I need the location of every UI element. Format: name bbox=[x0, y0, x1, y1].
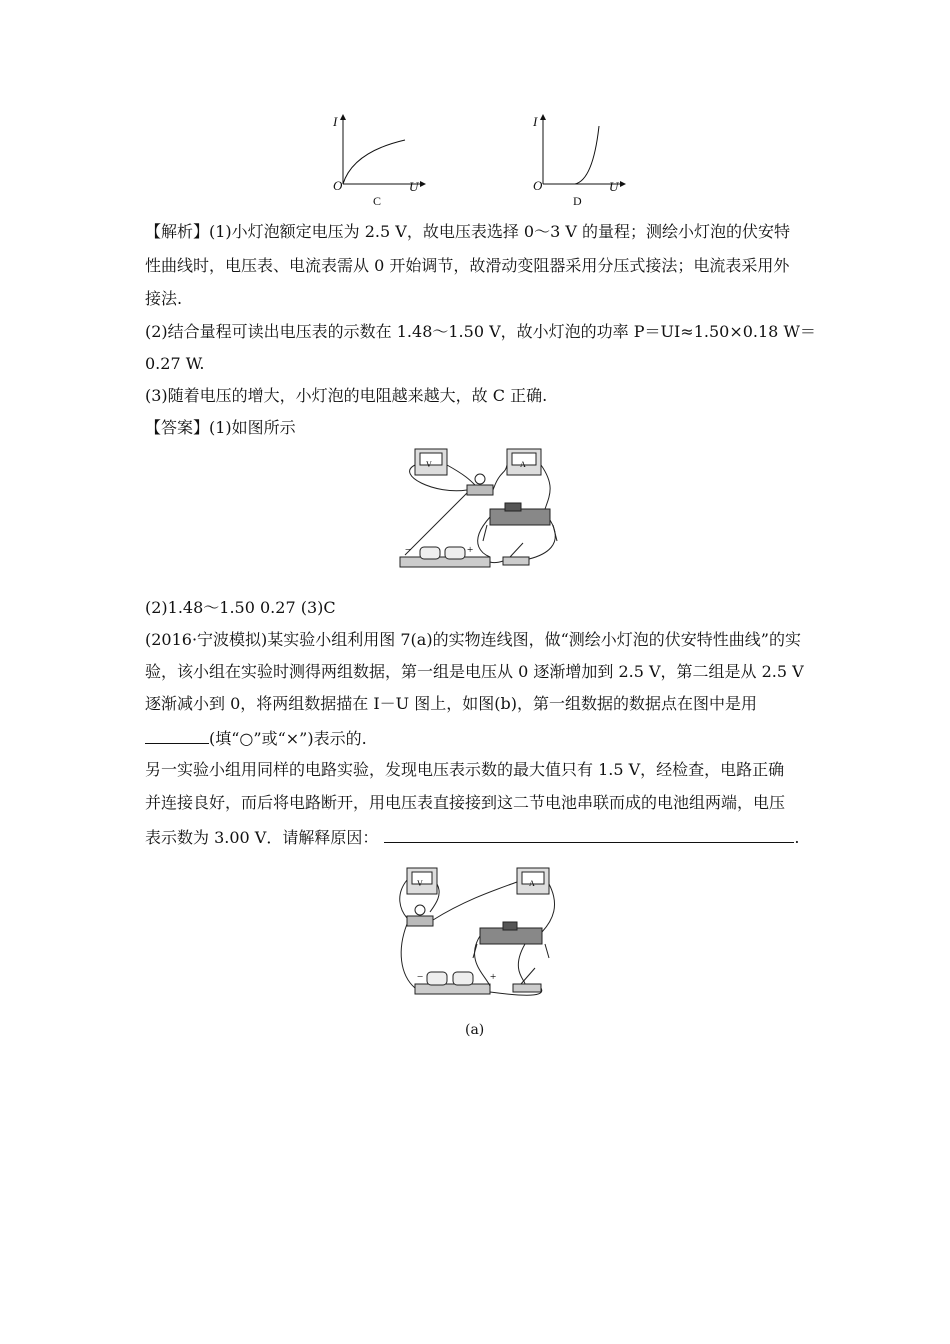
question-line-7 bbox=[145, 826, 799, 848]
circuit1-ammeter-label: A bbox=[520, 460, 526, 469]
question-line-1: (2016·宁波模拟)某实验小组利用图 7(a)的实物连线图，做“测绘小灯泡的伏安特性曲线”的实 bbox=[145, 630, 801, 649]
answer-line-2: (2)1.48～1.50 0.27 (3)C bbox=[145, 598, 336, 617]
graph-d-label: D bbox=[573, 194, 582, 208]
graph-d-axis-i: I bbox=[533, 114, 538, 129]
graph-c-origin: O bbox=[333, 178, 343, 193]
graph-d bbox=[525, 112, 635, 212]
analysis-line-3: 接法. bbox=[145, 289, 183, 308]
question-line-6: 并连接良好，而后将电路断开，用电压表直接接到这二节电池串联而成的电池组两端，电压 bbox=[145, 793, 786, 812]
analysis-line-2: 性曲线时，电压表、电流表需从 0 开始调节，故滑动变阻器采用分压式接法；电流表采用外 bbox=[145, 256, 790, 275]
circuit1-minus-label: − bbox=[405, 544, 412, 556]
circuit2-voltmeter-label: V bbox=[417, 879, 423, 888]
question-line-2: 验，该小组在实验时测得两组数据，第一组是电压从 0 逐渐增加到 2.5 V，第二组是从 2.5 V bbox=[145, 662, 804, 681]
question-line-7-suffix: . bbox=[794, 828, 800, 847]
analysis-line-1: 【解析】(1)小灯泡额定电压为 2.5 V，故电压表选择 0～3 V 的量程；测绘小灯泡的伏安特 bbox=[145, 222, 791, 241]
circuit-figure-answer bbox=[375, 445, 575, 580]
question-line-4-suffix: (填“○”或“×”)表示的. bbox=[209, 729, 367, 748]
question-line-5: 另一实验小组用同样的电路实验，发现电压表示数的最大值只有 1.5 V，经检查，电路正确 bbox=[145, 760, 785, 779]
graph-c bbox=[325, 112, 435, 212]
circuit2-plus-label: + bbox=[490, 971, 497, 983]
analysis-line-4: (2)结合量程可读出电压表的示数在 1.48～1.50 V，故小灯泡的功率 P＝UI≈1.50×0.18 W＝ bbox=[145, 322, 816, 341]
analysis-line-5: 0.27 W. bbox=[145, 354, 205, 373]
graph-c-axis-u: U bbox=[409, 179, 419, 194]
analysis-line-6: (3)随着电压的增大，小灯泡的电阻越来越大，故 C 正确. bbox=[145, 386, 548, 405]
graph-d-axis-u: U bbox=[609, 179, 619, 194]
circuit-figure-a bbox=[385, 860, 565, 1002]
circuit2-minus-label: − bbox=[417, 971, 424, 983]
circuit2-ammeter-label: A bbox=[529, 879, 535, 888]
figure-caption-a: (a) bbox=[465, 1022, 485, 1038]
graph-c-label: C bbox=[373, 194, 382, 208]
question-line-3: 逐渐减小到 0，将两组数据描在 I－U 图上，如图(b)，第一组数据的数据点在图中是用 bbox=[145, 694, 757, 713]
graph-c-axis-i: I bbox=[333, 114, 338, 129]
question-line-4 bbox=[145, 727, 367, 749]
circuit1-plus-label: + bbox=[467, 544, 474, 556]
answer-blank-1[interactable] bbox=[145, 727, 209, 744]
circuit1-voltmeter-label: V bbox=[426, 460, 432, 469]
question-line-7-prefix: 表示数为 3.00 V．请解释原因： bbox=[145, 828, 379, 847]
answer-blank-2[interactable] bbox=[384, 826, 794, 843]
graph-d-origin: O bbox=[533, 178, 543, 193]
answer-line-1: 【答案】(1)如图所示 bbox=[145, 418, 296, 437]
